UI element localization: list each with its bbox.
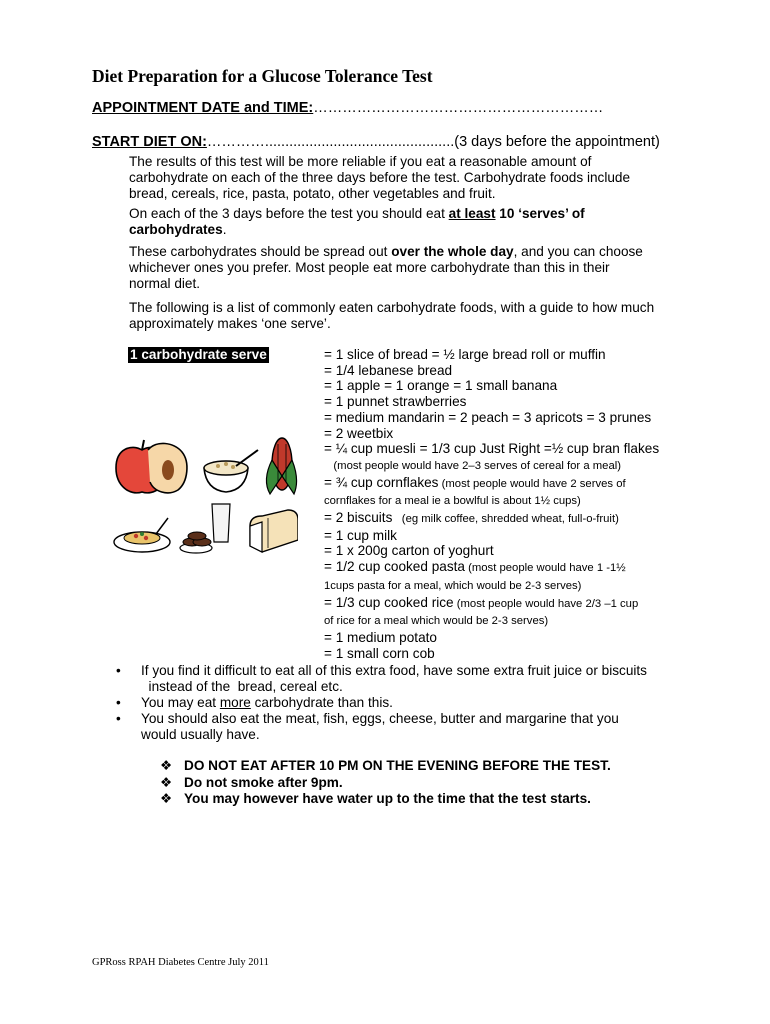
- serve-equivalent: = ¼ cup muesli = 1/3 cup Just Right =½ cup bran flakes: [324, 441, 660, 457]
- serve-note: of rice for a meal which would be 2-3 serves): [324, 615, 549, 628]
- serve-row: [324, 595, 659, 613]
- text-line: [129, 222, 585, 238]
- start-diet-line: [92, 134, 660, 150]
- serve-note: (most people would have 2 serves of: [438, 477, 626, 490]
- serve-list: [324, 347, 659, 661]
- bullet-dot-icon: •: [116, 711, 121, 726]
- text-run: .: [222, 222, 227, 237]
- warning-item: [160, 791, 611, 808]
- serve-note: (eg milk coffee, shredded wheat, full-o-fruit): [392, 513, 619, 526]
- warning-text: Do not smoke after 9pm.: [184, 774, 343, 790]
- cereal-bowl-icon: [204, 450, 258, 492]
- serve-row: [324, 378, 659, 394]
- serve-row: [324, 441, 659, 457]
- serve-label: 1 carbohydrate serve: [130, 347, 267, 362]
- diamond-star-icon: ❖: [160, 791, 173, 806]
- serve-equivalent: = 1 cup milk: [324, 527, 397, 543]
- serve-row: [324, 612, 659, 630]
- serve-row: [324, 630, 659, 646]
- footer-text: GPRoss RPAH Diabetes Centre July 2011: [92, 957, 269, 968]
- text-line: approximately makes ‘one serve’.: [129, 316, 331, 331]
- serve-row: [324, 457, 659, 475]
- warning-item: [160, 758, 611, 775]
- start-diet-note: (3 days before the appointment): [454, 134, 660, 150]
- serve-equivalent: = 2 weetbix: [324, 425, 394, 441]
- text-line: [141, 695, 647, 711]
- serve-note: cornflakes for a meal ie a bowlful is about 1½ cups): [324, 495, 581, 508]
- serve-row: [324, 559, 659, 577]
- diamond-star-icon: ❖: [160, 758, 173, 773]
- corn-icon: [266, 438, 296, 494]
- appointment-label: APPOINTMENT DATE and TIME:: [92, 100, 314, 116]
- serve-equivalent: = 1 small corn cob: [324, 645, 435, 661]
- list-item: [116, 663, 647, 695]
- serve-row: [324, 475, 659, 493]
- serve-note: (most people would have 2–3 serves of cereal for a meal): [324, 459, 622, 472]
- serve-row: [324, 363, 659, 379]
- warning-item: [160, 775, 611, 792]
- serve-row: [324, 543, 659, 559]
- text-line: If you find it difficult to eat all of this extra food, have some extra fruit juice or biscuits: [141, 663, 647, 678]
- serve-row: [324, 410, 659, 426]
- bold-text: over the whole day: [391, 244, 514, 259]
- warning-list: [160, 758, 611, 808]
- pasta-plate-icon: [114, 518, 170, 552]
- text-line: The results of this test will be more reliable if you eat a reasonable amount of: [129, 154, 592, 169]
- text-line: carbohydrate on each of the three days before the test. Carbohydrate foods include: [129, 170, 631, 185]
- text-line: The following is a list of commonly eaten carbohydrate foods, with a guide to how much: [129, 300, 655, 315]
- text-line: normal diet.: [129, 276, 201, 291]
- list-item: [116, 711, 647, 743]
- intro-paragraph-3: [129, 244, 643, 292]
- serve-equivalent: = 1 punnet strawberries: [324, 394, 467, 410]
- serve-equivalent: = 1 apple = 1 orange = 1 small banana: [324, 378, 558, 394]
- appointment-line: [92, 100, 603, 116]
- text-line: You should also eat the meat, fish, eggs, cheese, butter and margarine that you: [141, 711, 619, 726]
- food-clipart: [112, 430, 298, 562]
- serve-note: (most people would have 1 -1½: [464, 562, 626, 575]
- serve-equivalent: = 1/3 cup cooked rice: [324, 594, 454, 610]
- serve-row: [324, 528, 659, 544]
- serve-equivalent: = 1/2 cup cooked pasta: [324, 559, 465, 575]
- serve-equivalent: = 1 medium potato: [324, 629, 437, 645]
- appointment-fill: ……………………………………………………: [313, 100, 604, 116]
- text-line: bread, cereals, rice, pasta, potato, other vegetables and fruit.: [129, 186, 496, 201]
- serve-row: [324, 347, 659, 363]
- serve-note: 1cups pasta for a meal, which would be 2-3 serves): [324, 579, 582, 592]
- text-line: whichever ones you prefer. Most people eat more carbohydrate than this in their: [129, 260, 610, 275]
- biscuits-milk-icon: [180, 504, 230, 553]
- page-title: Diet Preparation for a Glucose Tolerance Test: [92, 66, 433, 86]
- serve-equivalent: = 2 biscuits: [324, 510, 393, 526]
- bold-text: carbohydrates: [129, 222, 223, 237]
- text-run: On each of the 3 days before the test you should eat: [129, 206, 449, 221]
- serve-row: [324, 492, 659, 510]
- emphasis-text: more: [219, 695, 251, 710]
- text-line: [129, 244, 643, 260]
- warning-text: You may however have water up to the time that the test starts.: [184, 791, 591, 806]
- serve-equivalent: = 1 slice of bread = ½ large bread roll or muffin: [324, 347, 606, 362]
- text-run: These carbohydrates should be spread out: [129, 244, 392, 259]
- serve-equivalent: = medium mandarin = 2 peach = 3 apricots = 3 prunes: [324, 409, 652, 425]
- serve-equivalent: = 1 x 200g carton of yoghurt: [324, 543, 494, 559]
- list-item: [116, 695, 647, 711]
- serve-equivalent: = 1/4 lebanese bread: [324, 362, 453, 378]
- serve-row: [324, 510, 659, 528]
- bullet-dot-icon: •: [116, 663, 121, 678]
- serve-equivalent: = ¾ cup cornflakes: [324, 474, 439, 490]
- intro-paragraph-1: [129, 154, 630, 202]
- advice-list: [116, 663, 647, 743]
- serve-row: [324, 577, 659, 595]
- text-run: You may eat: [141, 695, 220, 710]
- text-line: would usually have.: [141, 727, 260, 742]
- bullet-dot-icon: •: [116, 695, 121, 710]
- serve-row: [324, 394, 659, 410]
- text-run: , and you can choose: [513, 244, 643, 259]
- intro-paragraph-4: [129, 300, 654, 332]
- serve-note: (most people would have 2/3 –1 cup: [453, 597, 639, 610]
- serve-row: [324, 426, 659, 442]
- text-line: instead of the bread, cereal etc.: [141, 679, 343, 694]
- bold-text: 10 ‘serves’ of: [495, 206, 585, 221]
- text-line: [129, 206, 585, 222]
- start-diet-fill: …………...............................................: [206, 134, 455, 150]
- diamond-star-icon: ❖: [160, 774, 173, 790]
- serve-row: [324, 646, 659, 662]
- bread-loaf-icon: [250, 510, 298, 552]
- warning-text: DO NOT EAT AFTER 10 PM ON THE EVENING BEFORE THE TEST.: [184, 758, 611, 773]
- start-diet-label: START DIET ON:: [92, 134, 207, 150]
- emphasis-text: at least: [448, 206, 496, 221]
- intro-paragraph-2: [129, 206, 585, 238]
- text-run: carbohydrate than this.: [250, 695, 393, 710]
- apple-icon: [116, 440, 187, 493]
